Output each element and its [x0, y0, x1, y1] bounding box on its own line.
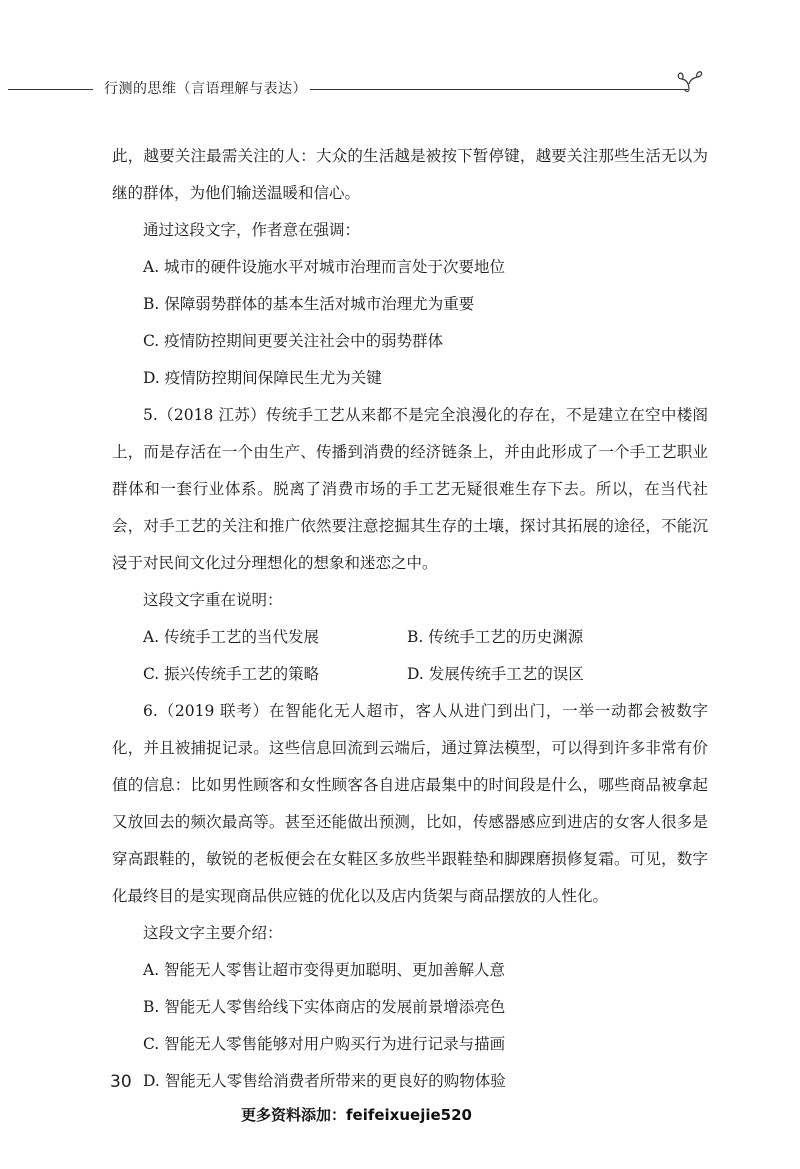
sprout-icon — [676, 70, 704, 92]
q6-prompt: 这段文字主要介绍： — [143, 924, 283, 942]
q5-option-d: D. 发展传统手工艺的误区 — [407, 665, 584, 683]
q5-options-row-1 — [112, 619, 708, 656]
q5-passage: 5.（2018 江苏）传统手工艺从来都不是完全浪漫化的存在，不是建立在空中楼阁上，而是存活在一个由生产、传播到消费的经济链条上，并由此形成了一个手工艺职业群体和一套行业体系。脱离了消费市场的手工艺无疑很难生存下去。所以，在当代社会，对手工艺的关注和推广依然要注意挖掘其生存的土壤，探讨其拓展的途径，不能沉浸于对民间文化过分理想化的想象和迷恋之中。 — [112, 406, 708, 572]
q6-option-a: A. 智能无人零售让超市变得更加聪明、更加善解人意 — [143, 961, 506, 979]
running-header — [0, 74, 800, 102]
q4-prompt: 通过这段文字，作者意在强调： — [143, 221, 361, 239]
q5-prompt: 这段文字重在说明： — [143, 591, 283, 609]
q5-option-b: B. 传统手工艺的历史渊源 — [407, 628, 584, 646]
q5-option-a: A. 传统手工艺的当代发展 — [143, 628, 320, 646]
q4-option-b: B. 保障弱势群体的基本生活对城市治理尤为重要 — [143, 295, 475, 313]
q6-option-d: D. 智能无人零售给消费者所带来的更良好的购物体验 — [143, 1072, 506, 1090]
header-rule-right — [310, 89, 688, 90]
intro-paragraph: 此，越要关注最需关注的人：大众的生活越是被按下暂停键，越要关注那些生活无以为继的群体，为他们输送温暖和信心。 — [112, 147, 708, 202]
header-rule-left — [8, 89, 93, 90]
q4-option-c: C. 疫情防控期间更要关注社会中的弱势群体 — [143, 332, 444, 350]
q5-options-row-2 — [112, 656, 708, 693]
page-number: 30 — [110, 1072, 132, 1092]
q4-option-a: A. 城市的硬件设施水平对城市治理而言处于次要地位 — [143, 258, 506, 276]
footer-note: 更多资料添加：feifeixuejie520 — [241, 1106, 472, 1124]
q6-option-b: B. 智能无人零售给线下实体商店的发展前景增添亮色 — [143, 998, 506, 1016]
q5-option-c: C. 振兴传统手工艺的策略 — [143, 665, 320, 683]
q6-passage: 6.（2019 联考）在智能化无人超市，客人从进门到出门，一举一动都会被数字化，并且被捕捉记录。这些信息回流到云端后，通过算法模型，可以得到许多非常有价值的信息：比如男性顾客和女性顾客各自进店最集中的时间段是什么，哪些商品被拿起又放回去的频次最高等。甚至还能做出预测，比如，传感器感应到进店的女客人很多是穿高跟鞋的，敏锐的老板便会在女鞋区多放些半跟鞋垫和脚踝磨损修复霜。可见，数字化最终目的是实现商品供应链的优化以及店内货架与商品摆放的人性化。 — [112, 702, 708, 905]
page-body — [112, 138, 708, 1100]
q4-option-d: D. 疫情防控期间保障民生尤为关键 — [143, 369, 382, 387]
q6-option-c: C. 智能无人零售能够对用户购买行为进行记录与描画 — [143, 1035, 506, 1053]
header-title: 行测的思维（言语理解与表达） — [104, 81, 307, 97]
